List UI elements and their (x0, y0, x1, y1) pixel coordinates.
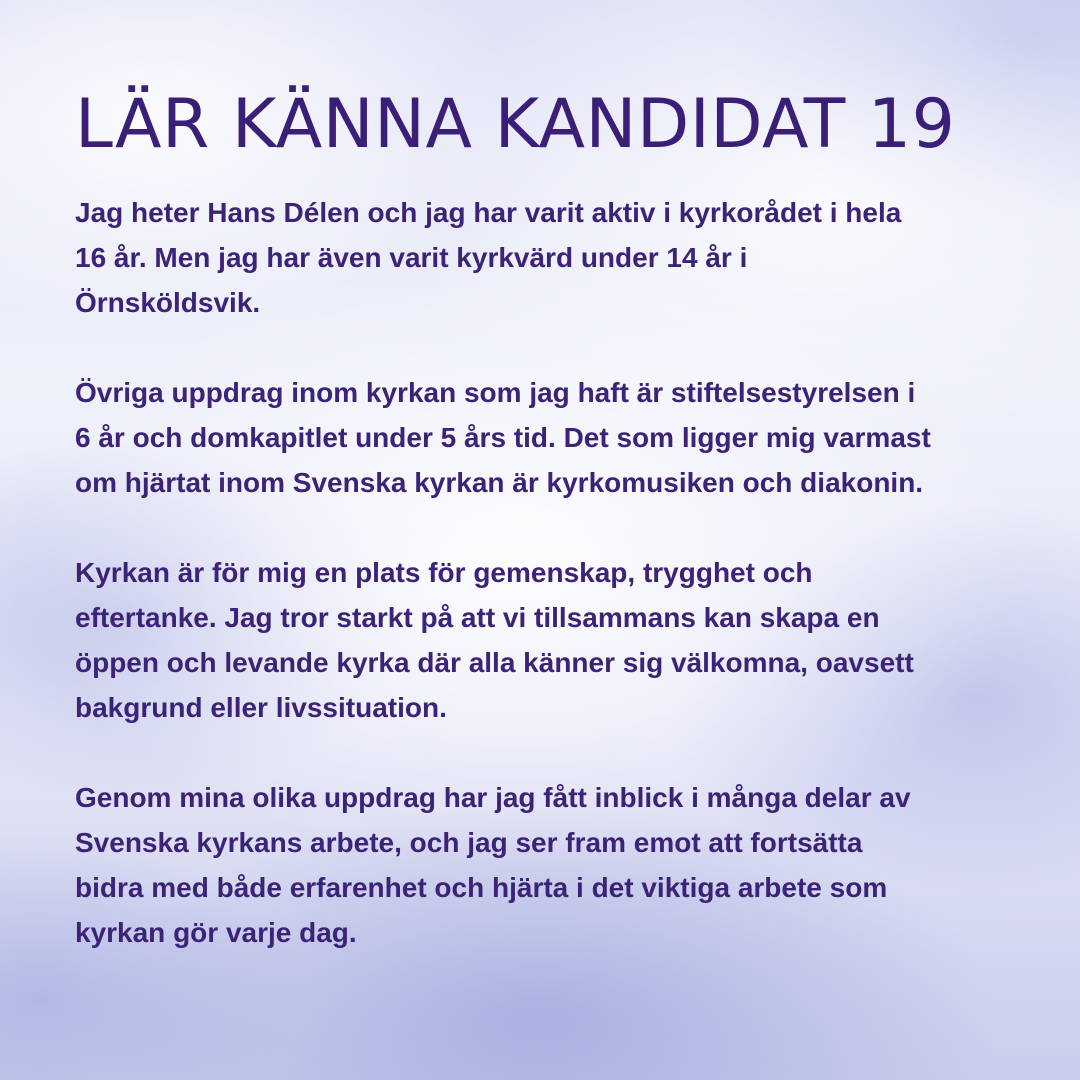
paragraph-vision (75, 550, 1015, 730)
paragraph-line: 16 år. Men jag har även varit kyrkvärd under 14 år i (75, 242, 748, 273)
paragraph-line: om hjärtat inom Svenska kyrkan är kyrkomusiken och diakonin. (75, 467, 924, 498)
paragraph-assignments (75, 370, 1015, 505)
paragraph-closing (75, 775, 1015, 955)
paragraph-line: Örnsköldsvik. (75, 287, 261, 318)
paragraph-line: Övriga uppdrag inom kyrkan som jag haft är stiftelsestyrelsen i (75, 377, 916, 408)
paragraph-line: Svenska kyrkans arbete, och jag ser fram emot att fortsätta (75, 827, 863, 858)
post-content (75, 82, 1015, 955)
paragraph-line: Genom mina olika uppdrag har jag fått inblick i många delar av (75, 782, 911, 813)
paragraph-line: Jag heter Hans Délen och jag har varit aktiv i kyrkorådet i hela (75, 197, 902, 228)
paragraph-line: bakgrund eller livssituation. (75, 692, 447, 723)
paragraph-intro (75, 190, 1015, 325)
paragraph-line: kyrkan gör varje dag. (75, 917, 357, 948)
paragraph-line: Kyrkan är för mig en plats för gemenskap, trygghet och (75, 557, 813, 588)
post-title: LÄR KÄNNA KANDIDAT 19 (75, 85, 956, 164)
paragraph-line: bidra med både erfarenhet och hjärta i det viktiga arbete som (75, 872, 888, 903)
paragraph-line: eftertanke. Jag tror starkt på att vi tillsammans kan skapa en (75, 602, 880, 633)
paragraph-line: 6 år och domkapitlet under 5 års tid. Det som ligger mig varmast (75, 422, 931, 453)
paragraph-line: öppen och levande kyrka där alla känner sig välkomna, oavsett (75, 647, 914, 678)
